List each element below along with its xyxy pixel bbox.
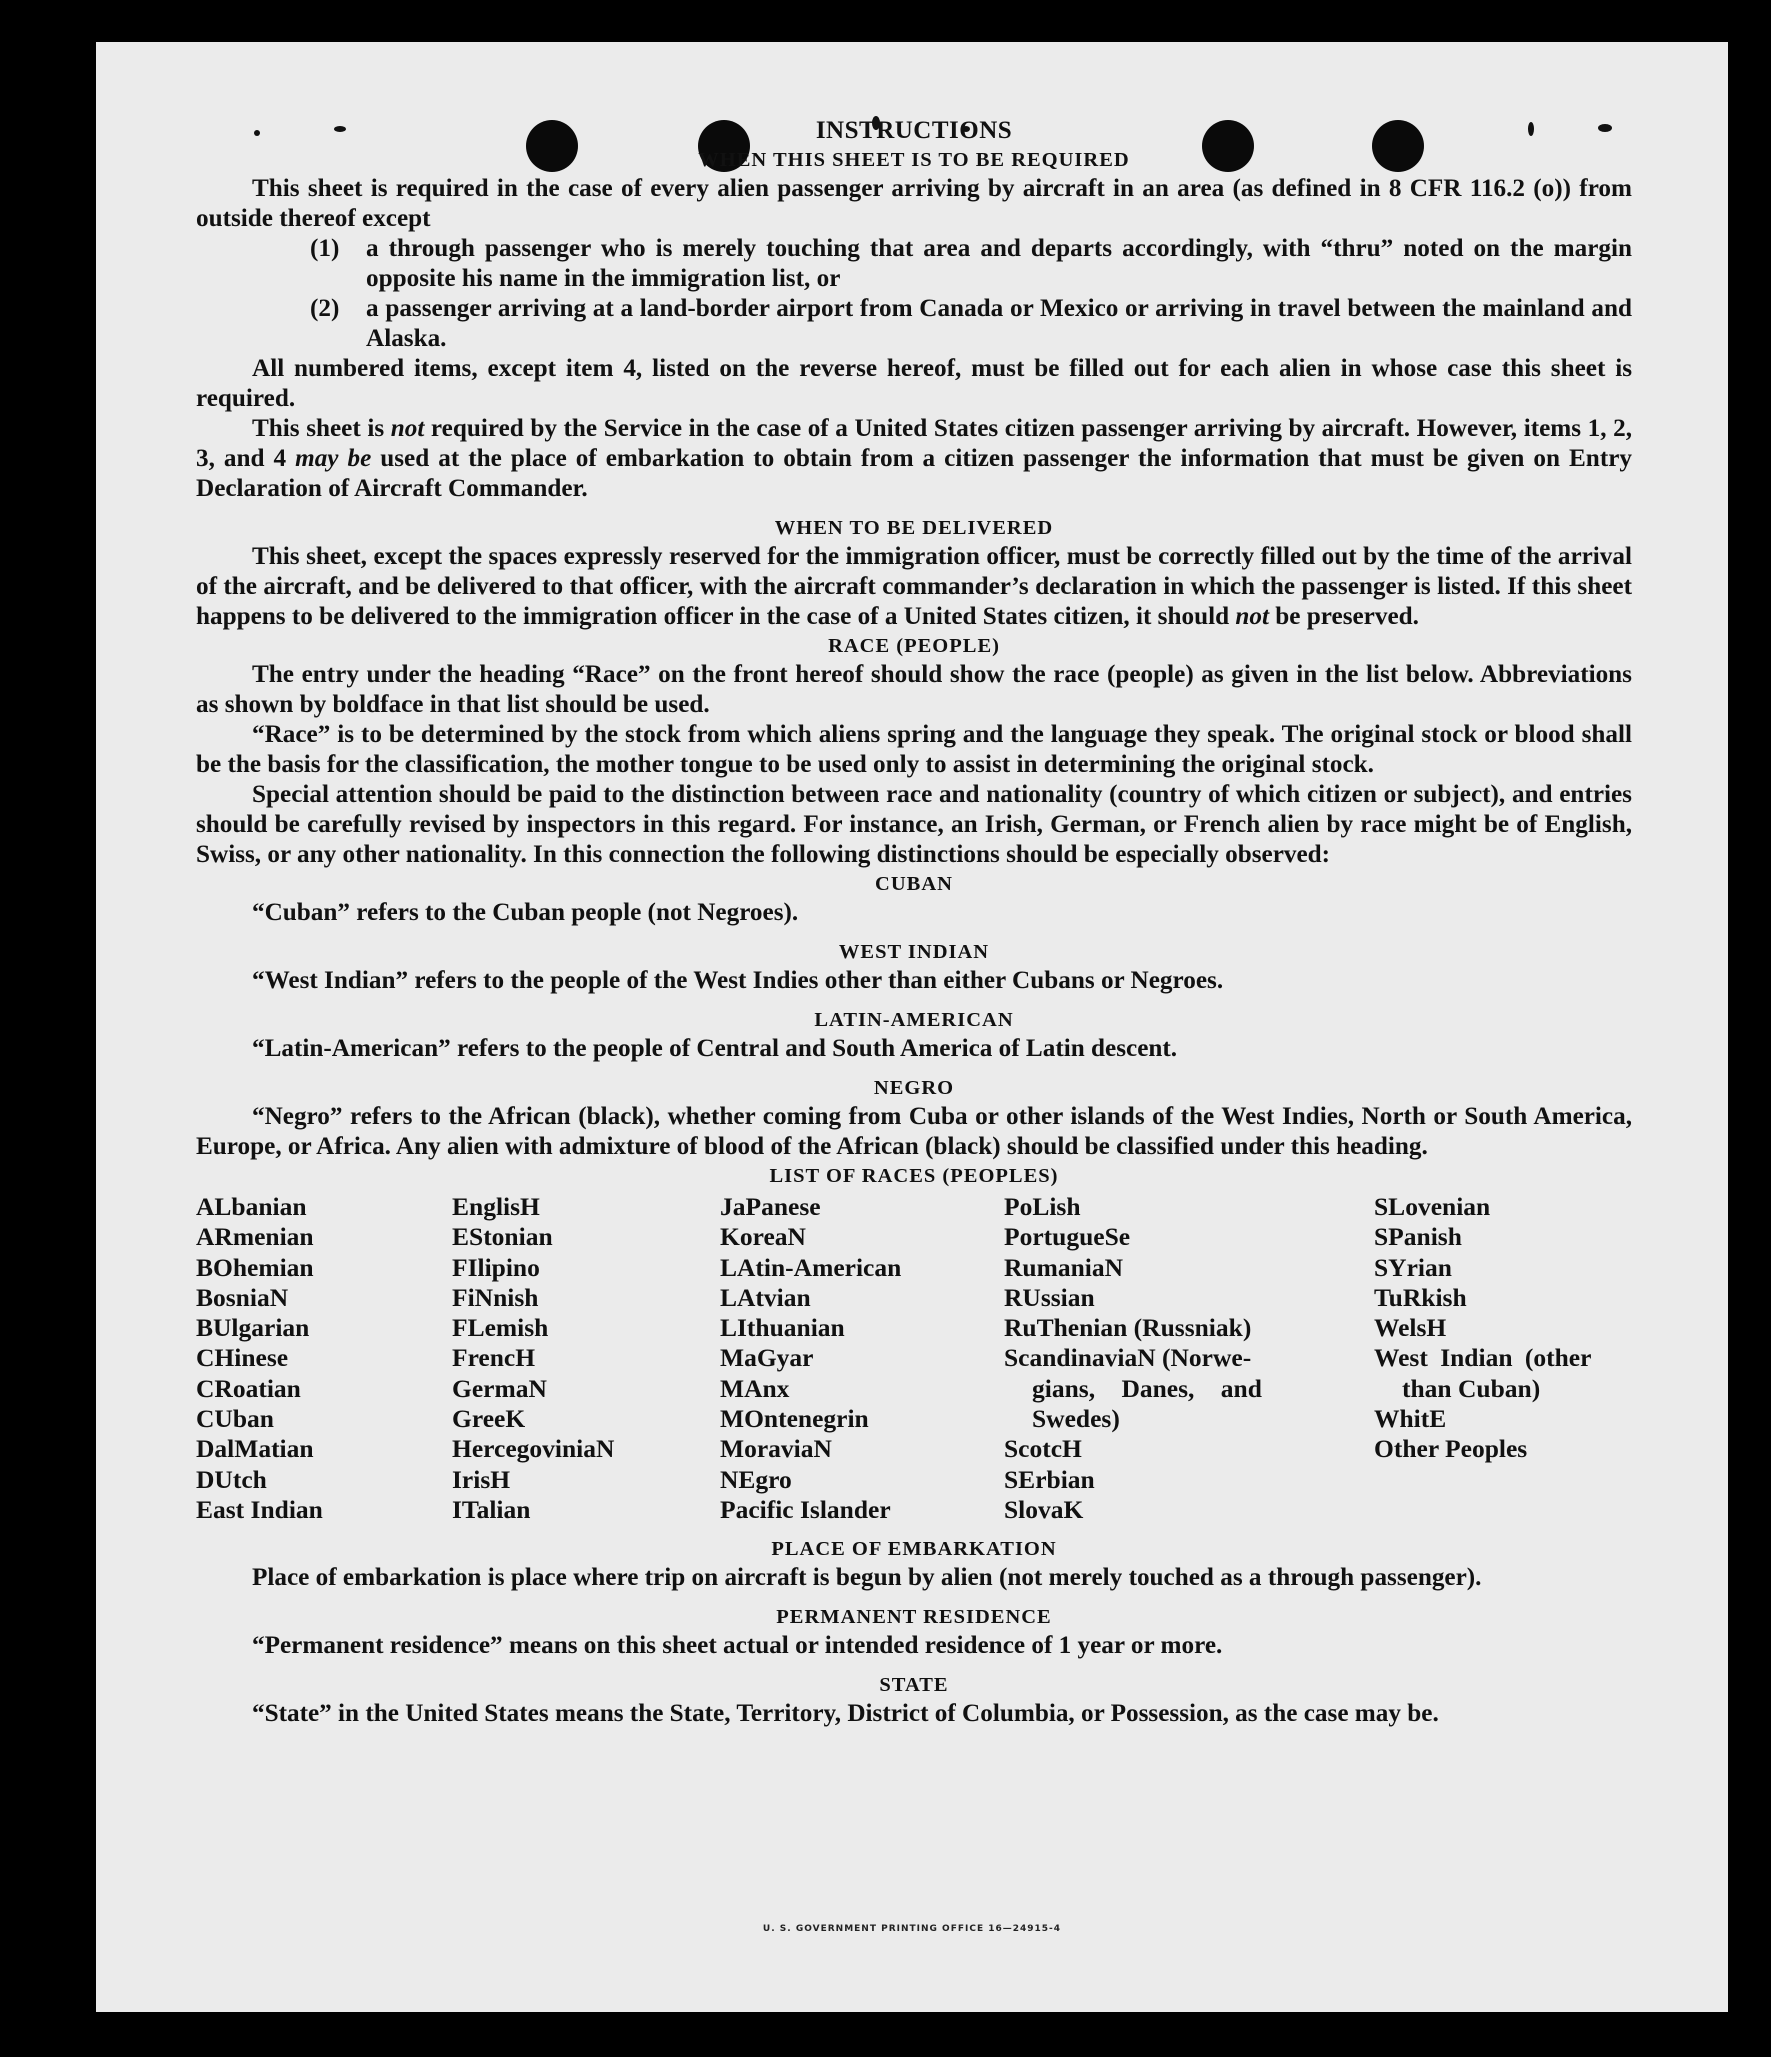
race-entry: BUlgarian bbox=[196, 1313, 310, 1343]
race-entry: GermaN bbox=[452, 1373, 547, 1403]
heading-permanent-residence: PERMANENT RESIDENCE bbox=[776, 1606, 1052, 1629]
race-entry: SlovaK bbox=[1004, 1494, 1084, 1524]
race-entry: WhitE bbox=[1374, 1404, 1447, 1434]
paragraph-numbered-items: All numbered items, except item 4, listed on the reverse hereof, must be filled out for each alien in whose case this sheet is required. bbox=[196, 355, 1632, 412]
race-entry: ALbanian bbox=[196, 1192, 307, 1221]
race-entry: LIthuanian bbox=[720, 1313, 845, 1343]
paragraph-cuban: “Cuban” refers to the Cuban people (not Negroes). bbox=[252, 899, 799, 926]
heading-state: STATE bbox=[879, 1674, 949, 1697]
race-entry: ITalian bbox=[452, 1494, 531, 1524]
paragraph-west-indian: “West Indian” refers to the people of the West Indies other than either Cubans or Negroes. bbox=[252, 967, 1224, 994]
races-column-1 bbox=[196, 1192, 452, 1525]
race-entry: RuThenian (Russniak) bbox=[1004, 1313, 1252, 1343]
race-entry: IrisH bbox=[452, 1464, 511, 1494]
races-list bbox=[196, 1192, 1632, 1525]
race-entry: JaPanese bbox=[720, 1192, 821, 1221]
heading-when-delivered: WHEN TO BE DELIVERED bbox=[774, 517, 1054, 539]
race-entry: WelsH bbox=[1374, 1313, 1447, 1343]
paragraph-latin-american: “Latin-American” refers to the people of Central and South America of Latin descent. bbox=[252, 1035, 1178, 1062]
race-entry: ARmenian bbox=[196, 1222, 314, 1252]
paragraph-embarkation: Place of embarkation is place where trip on aircraft is begun by alien (not merely touched as a through passenger). bbox=[252, 1564, 1482, 1592]
race-entry: FiNnish bbox=[452, 1282, 539, 1312]
race-entry: CUban bbox=[196, 1404, 274, 1434]
page-title: INSTRUCTIONS bbox=[815, 117, 1013, 144]
races-column-5 bbox=[1374, 1192, 1632, 1525]
paragraph-race-entry: The entry under the heading “Race” on the front hereof should show the race (people) as given in the list below. Abbreviations as shown by boldface in that list should be used. bbox=[196, 661, 1632, 718]
race-entry: FLemish bbox=[452, 1313, 549, 1343]
printing-office-footer: U. S. GOVERNMENT PRINTING OFFICE 16—24915-4 bbox=[762, 1924, 1062, 1934]
heading-when-required: WHEN THIS SHEET IS TO BE REQUIRED bbox=[698, 149, 1130, 171]
race-entry: SErbian bbox=[1004, 1464, 1095, 1494]
race-entry: FrencH bbox=[452, 1343, 536, 1373]
race-entry: TuRkish bbox=[1374, 1282, 1467, 1312]
race-entry: BOhemian bbox=[196, 1252, 314, 1282]
race-entry: DalMatian bbox=[196, 1434, 314, 1464]
race-entry: GreeK bbox=[452, 1404, 526, 1434]
race-entry: PortugueSe bbox=[1004, 1222, 1131, 1252]
races-column-4 bbox=[1004, 1192, 1374, 1525]
race-entry: Other Peoples bbox=[1374, 1434, 1528, 1464]
race-entry: PoLish bbox=[1004, 1192, 1081, 1221]
race-entry: ScandinaviaN (Norwe- bbox=[1004, 1343, 1252, 1373]
exception-item-1 bbox=[196, 234, 1632, 294]
heading-negro: NEGRO bbox=[873, 1077, 955, 1099]
exception-item-2 bbox=[196, 294, 1632, 354]
paragraph-when-required-intro: This sheet is required in the case of every alien passenger arriving by aircraft in an area (as defined in 8 CFR 116.2 (o)) from outside thereof except bbox=[196, 175, 1632, 232]
race-entry: CHinese bbox=[196, 1343, 289, 1373]
race-entry: MaGyar bbox=[720, 1343, 814, 1373]
race-entry: West Indian (other bbox=[1374, 1343, 1592, 1373]
exception-text: a passenger arriving at a land-border airport from Canada or Mexico or arriving in travel between the mainland and Alaska. bbox=[366, 295, 1632, 352]
paragraph-race-stock: “Race” is to be determined by the stock from which aliens spring and the language they speak. The original stock or blood shall be the basis for the classification, the mother tongue to be used only to assist in determining the original stock. bbox=[196, 721, 1632, 778]
heading-latin-american: LATIN-AMERICAN bbox=[814, 1009, 1014, 1031]
exception-text: a through passenger who is merely touching that area and departs accordingly, with “thru” noted on the margin opposite his name in the immigration list, or bbox=[366, 235, 1632, 292]
paragraph-permanent-residence: “Permanent residence” means on this sheet actual or intended residence of 1 year or more. bbox=[252, 1632, 1223, 1660]
race-entry: SLovenian bbox=[1374, 1192, 1491, 1221]
race-entry: Pacific Islander bbox=[720, 1494, 891, 1524]
race-entry: RumaniaN bbox=[1004, 1252, 1124, 1282]
heading-cuban: CUBAN bbox=[875, 873, 953, 895]
exception-number: (1) bbox=[310, 235, 340, 262]
race-entry: LAtvian bbox=[720, 1282, 811, 1312]
race-entry: KoreaN bbox=[720, 1222, 806, 1252]
race-entry: EStonian bbox=[452, 1222, 553, 1252]
race-entry: HercegoviniaN bbox=[452, 1434, 615, 1464]
race-entry: MoraviaN bbox=[720, 1434, 832, 1464]
race-entry: EnglisH bbox=[452, 1192, 540, 1221]
race-entry: FIlipino bbox=[452, 1252, 540, 1282]
race-entry: RUssian bbox=[1004, 1282, 1095, 1312]
race-entry: ScotcH bbox=[1004, 1434, 1082, 1464]
heading-west-indian: WEST INDIAN bbox=[838, 941, 990, 963]
paragraph-negro: “Negro” refers to the African (black), whether coming from Cuba or other islands of the West Indies, North or South America, Europe, or Africa. Any alien with admixture of blood of the African (black) should be classified under this heading. bbox=[196, 1103, 1632, 1160]
heading-list-of-races: LIST OF RACES (PEOPLES) bbox=[769, 1165, 1059, 1187]
paragraph-race-nationality: Special attention should be paid to the distinction between race and nationality (country of which citizen or subject), and entries should be carefully revised by inspectors in this regard. For instance, an Irish, German, or French alien by race might be of English, Swiss, or any other nationality. In this connection the following distinctions should be especially observed: bbox=[196, 781, 1632, 868]
exception-number: (2) bbox=[310, 295, 340, 322]
race-entry-continued: gians, Danes, and bbox=[1032, 1373, 1262, 1403]
races-column-3 bbox=[720, 1192, 1004, 1525]
race-entry: SPanish bbox=[1374, 1222, 1462, 1252]
paragraph-when-delivered: This sheet, except the spaces expressly reserved for the immigration officer, must be correctly filled out by the time of the arrival of the aircraft, and be delivered to that officer, with the aircraft commander’s declaration in which the passenger is listed. If this sheet happens to be delivered to the immigration officer in the case of a United States citizen, it should not be preserved. bbox=[196, 543, 1632, 630]
heading-race: RACE (PEOPLE) bbox=[828, 635, 1000, 657]
race-entry: SYrian bbox=[1374, 1252, 1452, 1282]
race-entry: MOntenegrin bbox=[720, 1404, 869, 1434]
paragraph-citizen-passenger: This sheet is not required by the Service in the case of a United States citizen passenger arriving by aircraft. However, items 1, 2, 3, and 4 may be used at the place of embarkation to obtain from a citizen passenger the information that must be given on Entry Declaration of Aircraft Commander. bbox=[196, 415, 1633, 502]
paragraph-state: “State” in the United States means the State, Territory, District of Columbia, or Possession, as the case may be. bbox=[252, 1700, 1439, 1728]
race-entry: DUtch bbox=[196, 1464, 267, 1494]
heading-place-of-embarkation: PLACE OF EMBARKATION bbox=[771, 1538, 1057, 1561]
race-entry: LAtin-American bbox=[720, 1252, 902, 1282]
race-entry-continued: than Cuban) bbox=[1402, 1373, 1541, 1403]
race-entry: MAnx bbox=[720, 1373, 790, 1403]
race-entry-continued: Swedes) bbox=[1032, 1404, 1120, 1434]
instructions-content bbox=[196, 116, 1632, 1729]
races-column-2 bbox=[452, 1192, 720, 1525]
race-entry: NEgro bbox=[720, 1464, 792, 1494]
race-entry: CRoatian bbox=[196, 1373, 301, 1403]
race-entry: BosniaN bbox=[196, 1282, 289, 1312]
document-sheet bbox=[96, 42, 1728, 2012]
race-entry: East Indian bbox=[196, 1494, 323, 1524]
